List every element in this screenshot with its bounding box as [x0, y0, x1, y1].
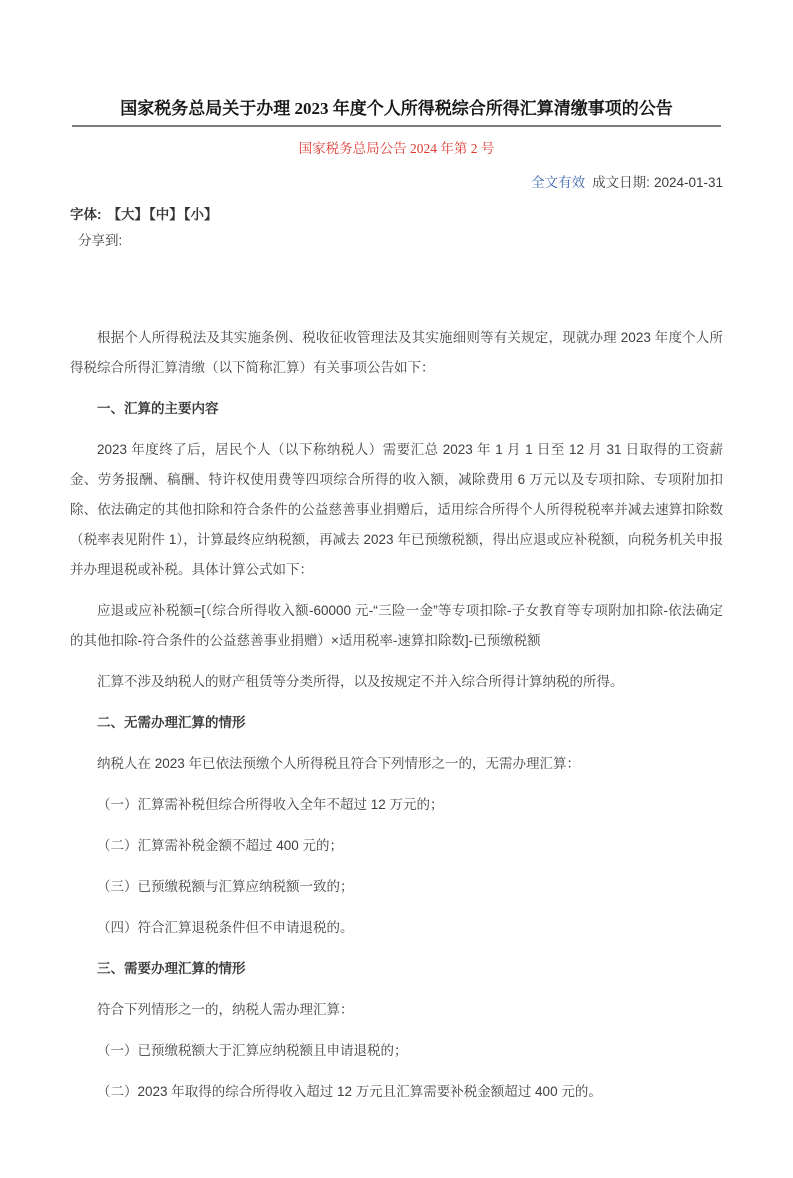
list-item-need-2: （二）2023 年取得的综合所得收入超过 12 万元且汇算需要补税金额超过 400 元的。	[97, 1084, 602, 1099]
doc-number: 国家税务总局公告 2024 年第 2 号	[298, 141, 495, 156]
section-heading-3: 三、需要办理汇算的情形	[97, 961, 246, 976]
page-title: 国家税务总局关于办理 2023 年度个人所得税综合所得汇算清缴事项的公告	[120, 99, 673, 118]
share-button[interactable]: 分享到:	[78, 233, 123, 248]
list-item-no-need-3: （三）已预缴税额与汇算应纳税额一致的；	[97, 879, 354, 894]
paragraph-main-content: 2023 年度终了后，居民个人（以下称纳税人）需要汇总 2023 年 1 月 1 日至 12 月 31 日取得的工资薪金、劳务报酬、稿酬、特许权使用费等四项综合所得的收入额，减除费用 6 万元以及专项扣除、专项附加扣除、依法确定的其他扣除和符合条件的公益慈善事业捐赠后，适用综合所得个人所得税税率并减去速算扣除数（税率表见附件 1），计算最终应纳税额，再减去 2023 年已预缴税额，得出应退或应补税额，向税务机关申报并办理退税或补税。具体计算公式如下：	[70, 442, 723, 577]
font-size-medium-button[interactable]: 【中】	[149, 207, 183, 222]
paragraph-intro: 根据个人所得税法及其实施条例、税收征收管理法及其实施细则等有关规定，现就办理 2023 年度个人所得税综合所得汇算清缴（以下简称汇算）有关事项公告如下：	[70, 330, 723, 375]
paragraph-need-intro: 符合下列情形之一的，纳税人需办理汇算：	[97, 1002, 354, 1017]
section-heading-2: 二、无需办理汇算的情形	[97, 715, 246, 730]
document-body	[70, 323, 723, 1107]
paragraph-formula: 应退或应补税额=[（综合所得收入额-60000 元-“三险一金”等专项扣除-子女教育等专项附加扣除-依法确定的其他扣除-符合条件的公益慈善事业捐赠）×适用税率-速算扣除数]-已预缴税额	[70, 603, 723, 648]
font-size-large-button[interactable]: 【大】	[107, 207, 148, 222]
title-divider	[72, 125, 721, 127]
date-label: 成文日期:	[592, 175, 650, 190]
list-item-no-need-4: （四）符合汇算退税条件但不申请退税的。	[97, 920, 354, 935]
list-item-need-1: （一）已预缴税额大于汇算应纳税额且申请退税的；	[97, 1043, 408, 1058]
font-size-label: 字体:	[70, 207, 102, 222]
date-value: 2024-01-31	[653, 175, 723, 190]
section-heading-1: 一、汇算的主要内容	[97, 401, 219, 416]
validity-status-link[interactable]: 全文有效	[531, 175, 586, 190]
meta-line	[70, 173, 723, 193]
paragraph-no-need-intro: 纳税人在 2023 年已依法预缴个人所得税且符合下列情形之一的，无需办理汇算：	[97, 756, 581, 771]
list-item-no-need-2: （二）汇算需补税金额不超过 400 元的；	[97, 838, 344, 853]
font-size-small-button[interactable]: 【小】	[183, 207, 218, 222]
font-size-toolbar	[70, 205, 723, 225]
list-item-no-need-1: （一）汇算需补税但综合所得收入全年不超过 12 万元的；	[97, 797, 444, 812]
paragraph-scope-note: 汇算不涉及纳税人的财产租赁等分类所得，以及按规定不并入综合所得计算纳税的所得。	[97, 674, 624, 689]
